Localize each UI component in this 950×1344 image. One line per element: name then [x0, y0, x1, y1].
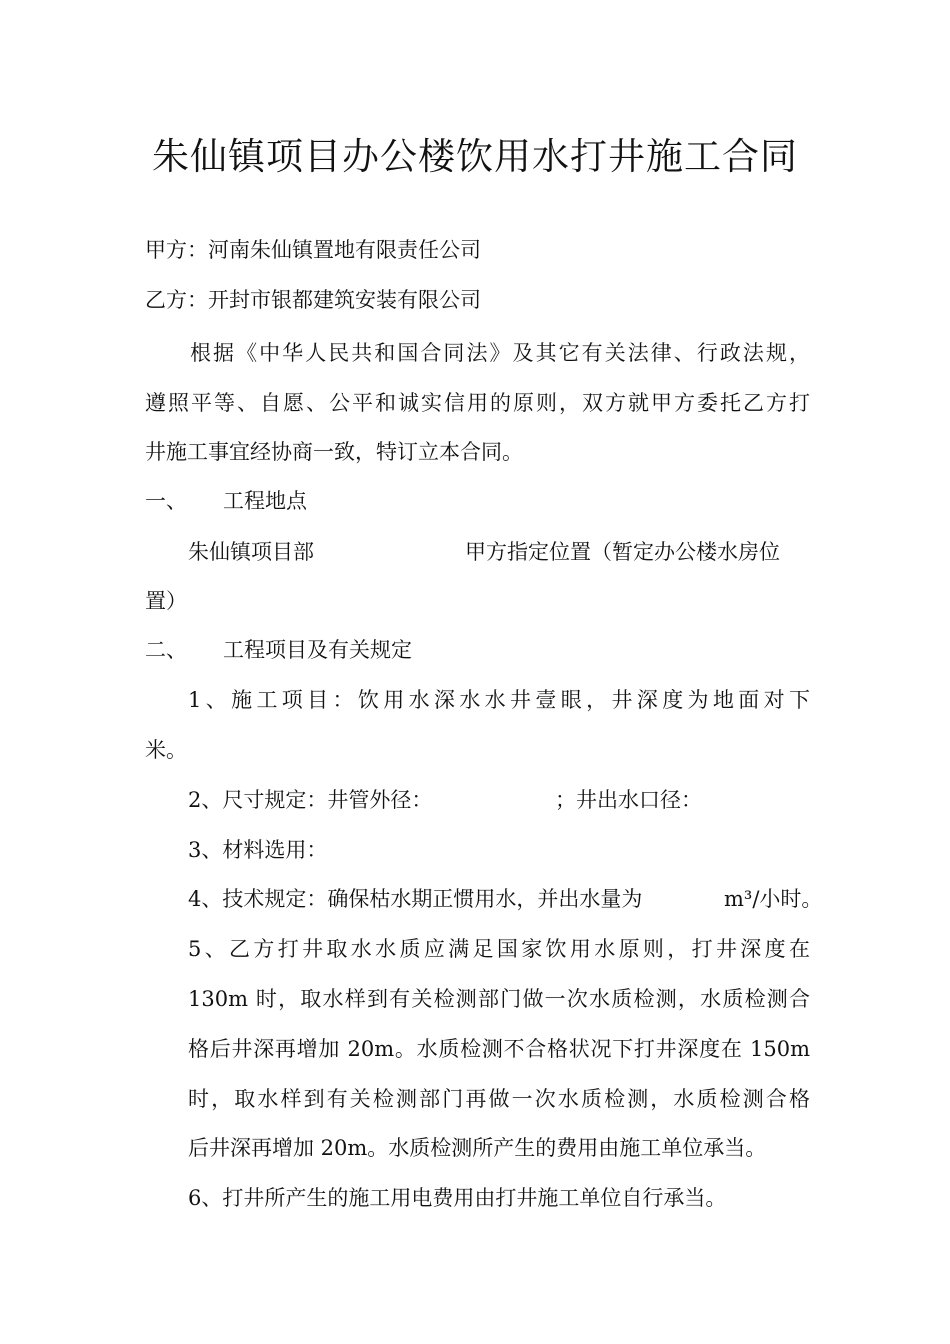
section-2-number: 二、 — [145, 638, 187, 662]
party-b: 乙方：开封市银都建筑安装有限公司 — [145, 288, 481, 312]
intro-line-1: 根据《中华人民共和国合同法》及其它有关法律、行政法规， — [190, 341, 810, 365]
item-5-line-1: 5、乙方打井取水水质应满足国家饮用水原则，打井深度在 — [188, 937, 810, 961]
item-4-unit: m³/小时。 — [724, 887, 823, 911]
item-4 — [188, 885, 823, 913]
item-5-line-4: 时，取水样到有关检测部门再做一次水质检测，水质检测合格 — [188, 1087, 810, 1111]
section-1-title: 工程地点 — [223, 489, 307, 513]
item-2 — [188, 786, 810, 814]
page-title: 朱仙镇项目办公楼饮用水打井施工合同 — [152, 135, 798, 178]
section-1-heading — [145, 487, 810, 515]
item-4-text: 4、技术规定：确保枯水期正惯用水，并出水量为 — [188, 887, 643, 911]
location-specified: 甲方指定位置（暂定办公楼水房位 — [465, 540, 780, 564]
item-6: 6、打井所产生的施工用电费用由打井施工单位自行承当。 — [188, 1186, 727, 1210]
location-line — [188, 538, 810, 566]
item-5-line-5: 后井深再增加 20m。水质检测所产生的费用由施工单位承当。 — [188, 1136, 767, 1160]
location-cont: 置） — [145, 589, 187, 613]
item-3: 3、材料选用： — [188, 838, 328, 862]
intro-line-3: 井施工事宜经协商一致，特订立本合同。 — [145, 440, 523, 464]
section-2-heading — [145, 636, 810, 664]
location-project: 朱仙镇项目部 — [188, 540, 314, 564]
item-2-pipe: 2、尺寸规定：井管外径： — [188, 788, 433, 812]
intro-line-2: 遵照平等、自愿、公平和诚实信用的原则，双方就甲方委托乙方打 — [145, 391, 810, 415]
section-2-title: 工程项目及有关规定 — [223, 638, 412, 662]
item-2-outlet: ；井出水口径： — [555, 788, 702, 812]
item-5-line-3: 格后井深再增加 20m。水质检测不合格状况下打井深度在 150m — [188, 1037, 810, 1061]
section-1-number: 一、 — [145, 489, 187, 513]
party-a: 甲方：河南朱仙镇置地有限责任公司 — [145, 238, 481, 262]
item-5-line-2: 130m 时，取水样到有关检测部门做一次水质检测，水质检测合 — [188, 987, 810, 1011]
item-1-line-1: 1、施工项目：饮用水深水水井壹眼，井深度为地面对下 — [188, 688, 810, 712]
item-1-line-2: 米。 — [145, 738, 187, 762]
